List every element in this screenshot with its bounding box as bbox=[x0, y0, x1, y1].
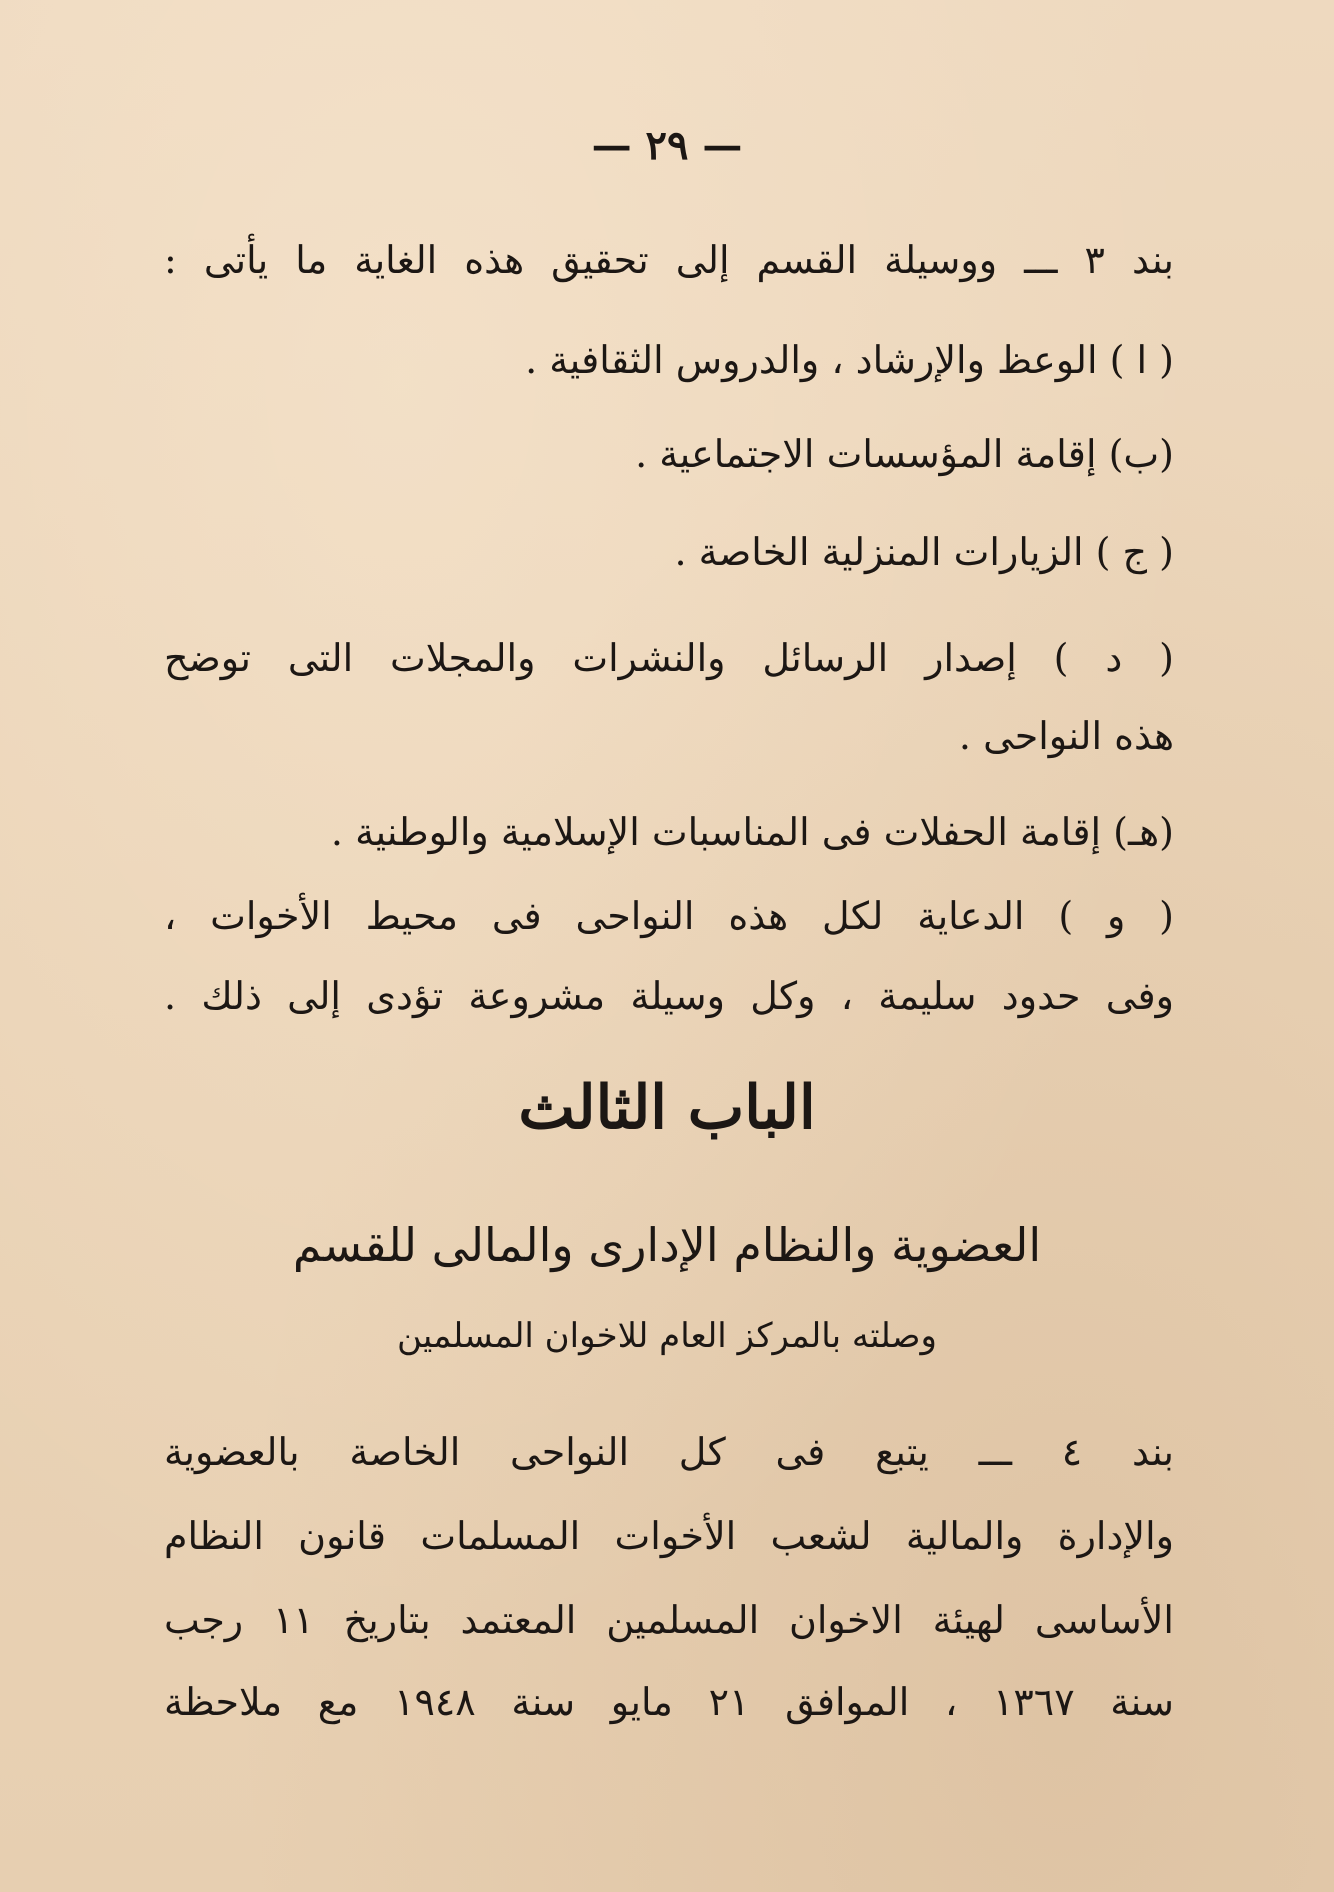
page-number: — ٢٩ — bbox=[591, 122, 743, 169]
clause-4-line-1: بند ٤ ـــ يتبع فى كل النواحى الخاصة بالعضوية bbox=[164, 1430, 1174, 1474]
item-w-line-1: ( و ) الدعاية لكل هذه النواحى فى محيط الأخوات ، bbox=[164, 894, 1174, 938]
clause-3-line-1: بند ٣ ـــ ووسيلة القسم إلى تحقيق هذه الغاية ما يأتى : bbox=[164, 238, 1174, 282]
section-subtitle: وصلته بالمركز العام للاخوان المسلمين bbox=[397, 1316, 937, 1356]
item-b-line: (ب) إقامة المؤسسات الاجتماعية . bbox=[635, 432, 1174, 476]
clause-4-line-4: سنة ١٣٦٧ ، الموافق ٢١ مايو سنة ١٩٤٨ مع ملاحظة bbox=[164, 1680, 1174, 1724]
section-title: العضوية والنظام الإدارى والمالى للقسم bbox=[292, 1218, 1042, 1272]
item-d-line-2: هذه النواحى . bbox=[958, 714, 1174, 758]
item-d-line-1: ( د ) إصدار الرسائل والنشرات والمجلات التى توضح bbox=[164, 636, 1174, 680]
clause-4-line-3: الأساسى لهيئة الاخوان المسلمين المعتمد بتاريخ ١١ رجب bbox=[164, 1598, 1174, 1642]
item-h-line: (هـ) إقامة الحفلات فى المناسبات الإسلامية والوطنية . bbox=[330, 810, 1174, 854]
item-w-line-2: وفى حدود سليمة ، وكل وسيلة مشروعة تؤدى إلى ذلك . bbox=[164, 974, 1174, 1018]
item-a-line: ( ا ) الوعظ والإرشاد ، والدروس الثقافية . bbox=[525, 338, 1174, 382]
item-j-line: ( ج ) الزيارات المنزلية الخاصة . bbox=[674, 530, 1174, 574]
chapter-title: الباب الثالث bbox=[518, 1073, 816, 1143]
clause-4-line-2: والإدارة والمالية لشعب الأخوات المسلمات قانون النظام bbox=[164, 1514, 1174, 1558]
